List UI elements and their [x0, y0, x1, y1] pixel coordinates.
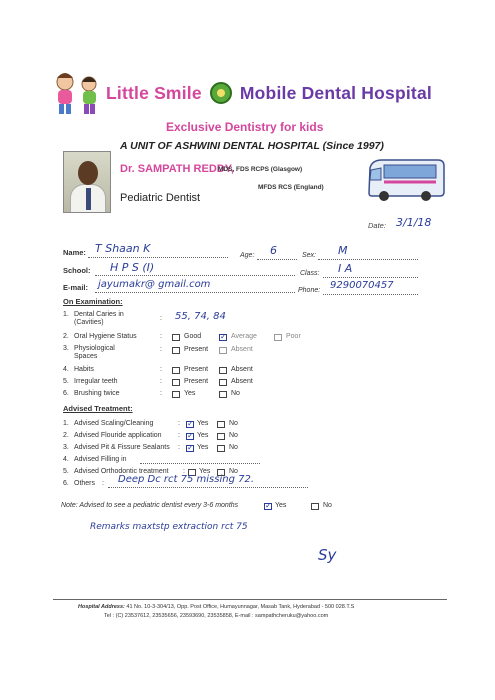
hospital-title-part1: Little Smile [106, 83, 202, 103]
name-underline [88, 257, 228, 258]
irregular-present-checkbox[interactable] [172, 379, 180, 386]
advised-item-num: 5. [63, 468, 69, 475]
brushing-yes-label: Yes [184, 390, 196, 397]
signature: Sy [318, 546, 337, 564]
hygiene-poor-checkbox[interactable] [274, 334, 282, 341]
colon: : [102, 480, 104, 487]
exam-item-num: 4. [63, 366, 69, 373]
hygiene-average-checkbox[interactable] [219, 334, 227, 341]
colon: : [160, 315, 162, 322]
age-field[interactable]: 6 [270, 244, 277, 257]
hospital-title [106, 82, 432, 104]
hygiene-average-label: Average [231, 333, 257, 340]
colon: : [160, 346, 162, 353]
email-field[interactable]: jayumakr@ gmail.com [98, 279, 211, 290]
exam-brushing-label: Brushing twice [74, 390, 120, 397]
exam-item-num: 6. [63, 390, 69, 397]
advised-sealants-label: Advised Pit & Fissure Sealants [74, 444, 170, 451]
sealants-yes-label: Yes [197, 444, 209, 451]
footer-address [78, 604, 354, 610]
exam-caries-label: Dental Caries in [74, 311, 124, 318]
scaling-yes-label: Yes [197, 420, 209, 427]
hygiene-good-label: Good [184, 333, 202, 340]
mobile-bus-icon [366, 156, 446, 204]
phone-underline [323, 294, 418, 295]
unit-line: A UNIT OF ASHWINI DENTAL HOSPITAL (Since 1997) [120, 140, 384, 152]
age-underline [257, 259, 297, 260]
advised-fluoride-label: Advised Flouride application [74, 432, 162, 439]
tagline: Exclusive Dentistry for kids [166, 120, 324, 134]
email-label: E-mail: [63, 283, 89, 292]
colon: : [178, 444, 180, 451]
irregular-absent-checkbox[interactable] [219, 379, 227, 386]
brushing-yes-checkbox[interactable] [172, 391, 180, 398]
exam-item-num: 2. [63, 333, 69, 340]
irregular-absent-label: Absent [231, 378, 253, 385]
date-value[interactable]: 3/1/18 [396, 216, 432, 229]
exam-habits-label: Habits [74, 366, 94, 373]
footer-contact: Tel : (C) 23537612, 23535656, 23593690, 23535858, E-mail : sampathcheruku@yahoo.com [104, 613, 329, 619]
spaces-absent-checkbox[interactable] [219, 347, 227, 354]
colon: : [178, 432, 180, 439]
exam-spaces-label: Physiological [74, 345, 115, 352]
advised-scaling-label: Advised Scaling/Cleaning [74, 420, 154, 427]
brushing-no-label: No [231, 390, 240, 397]
name-field[interactable]: T Shaan K [95, 242, 151, 255]
name-label: Name: [63, 248, 86, 257]
advised-heading: Advised Treatment: [63, 404, 133, 413]
kids-logo-icon [47, 72, 109, 116]
doctor-photo [63, 151, 111, 213]
exam-item-num: 3. [63, 345, 69, 352]
exam-hygiene-label: Oral Hygiene Status [74, 333, 137, 340]
hygiene-poor-label: Poor [286, 333, 301, 340]
email-underline [95, 292, 295, 293]
advised-others-label: Others [74, 480, 96, 487]
colon: : [183, 468, 185, 475]
spaces-absent-label: Absent [231, 346, 253, 353]
sealants-yes-checkbox[interactable] [186, 445, 194, 452]
followup-note: Note: Advised to see a pediatric dentist every 3-6 months [61, 502, 239, 509]
class-label: Class: [300, 270, 320, 277]
fluoride-yes-checkbox[interactable] [186, 433, 194, 440]
fluoride-yes-label: Yes [197, 432, 209, 439]
scaling-yes-checkbox[interactable] [186, 421, 194, 428]
colon: : [178, 420, 180, 427]
followup-yes-label: Yes [275, 502, 287, 509]
habits-present-checkbox[interactable] [172, 367, 180, 374]
scaling-no-checkbox[interactable] [217, 421, 225, 428]
filling-underline[interactable] [140, 463, 260, 464]
doctor-qualifications-1: MDS, FDS RCPS (Glasgow) [218, 166, 303, 173]
doctor-qualifications-2: MFDS RCS (England) [258, 184, 324, 191]
remarks-text[interactable]: Remarks maxtstp extraction rct 75 [90, 522, 248, 532]
school-label: School: [63, 266, 91, 275]
hygiene-good-checkbox[interactable] [172, 334, 180, 341]
scaling-no-label: No [229, 420, 238, 427]
sex-label: Sex: [302, 252, 317, 259]
sealants-no-label: No [229, 444, 238, 451]
habits-absent-label: Absent [231, 366, 253, 373]
footer-divider [53, 599, 447, 600]
followup-yes-checkbox[interactable] [264, 503, 272, 510]
doctor-specialty: Pediatric Dentist [120, 192, 201, 204]
school-underline [95, 275, 295, 276]
brushing-no-checkbox[interactable] [219, 391, 227, 398]
advised-ortho-label: Advised Orthodontic treatment [74, 468, 169, 475]
followup-no-label: No [323, 502, 332, 509]
habits-absent-checkbox[interactable] [219, 367, 227, 374]
exam-item-num: 5. [63, 378, 69, 385]
others-underline [108, 487, 308, 488]
fluoride-no-label: No [229, 432, 238, 439]
hospital-seal-icon [210, 82, 232, 104]
date-label: Date: [368, 221, 386, 230]
colon: : [160, 366, 162, 373]
examination-heading: On Examination: [63, 297, 123, 306]
exam-spaces-label2: Spaces [74, 353, 98, 360]
others-field[interactable]: Deep Dc rct 75 missing 72. [118, 474, 255, 485]
advised-item-num: 4. [63, 456, 69, 463]
footer-address-label: Hospital Address: [78, 604, 125, 610]
fluoride-no-checkbox[interactable] [217, 433, 225, 440]
exam-item-num: 1. [63, 311, 69, 318]
sex-field[interactable]: M [338, 244, 348, 257]
irregular-present-label: Present [184, 378, 209, 385]
school-field[interactable]: H P S (I) [110, 261, 155, 274]
footer-address-text: 41 No. 10-3-304/13, Opp. Post Office, Humayunnagar, Masab Tank, Hyderabad - 500 028.T.S [126, 604, 355, 610]
colon: : [160, 378, 162, 385]
advised-filling-label: Advised Filling in [74, 456, 127, 463]
advised-item-num: 6. [63, 480, 69, 487]
advised-item-num: 3. [63, 444, 69, 451]
hospital-title-part2: Mobile Dental Hospital [239, 83, 432, 103]
advised-item-num: 2. [63, 432, 69, 439]
ortho-yes-label: Yes [199, 468, 211, 475]
ortho-no-label: No [229, 468, 238, 475]
sex-underline [318, 259, 418, 260]
caries-value[interactable]: 55, 74, 84 [175, 311, 226, 322]
spaces-present-label: Present [184, 346, 209, 353]
exam-irregular-label: Irregular teeth [74, 378, 118, 385]
habits-present-label: Present [184, 366, 209, 373]
spaces-present-checkbox[interactable] [172, 347, 180, 354]
phone-label: Phone: [298, 287, 321, 294]
age-label: Age: [240, 252, 255, 259]
colon: : [160, 390, 162, 397]
exam-caries-label2: (Cavities) [74, 319, 104, 326]
phone-field[interactable]: 9290070457 [330, 280, 394, 291]
followup-no-checkbox[interactable] [311, 503, 319, 510]
class-underline [323, 277, 418, 278]
sealants-no-checkbox[interactable] [217, 445, 225, 452]
advised-item-num: 1. [63, 420, 69, 427]
colon: : [160, 333, 162, 340]
doctor-name: Dr. SAMPATH REDDY, [120, 163, 234, 175]
class-field[interactable]: I A [338, 262, 353, 275]
